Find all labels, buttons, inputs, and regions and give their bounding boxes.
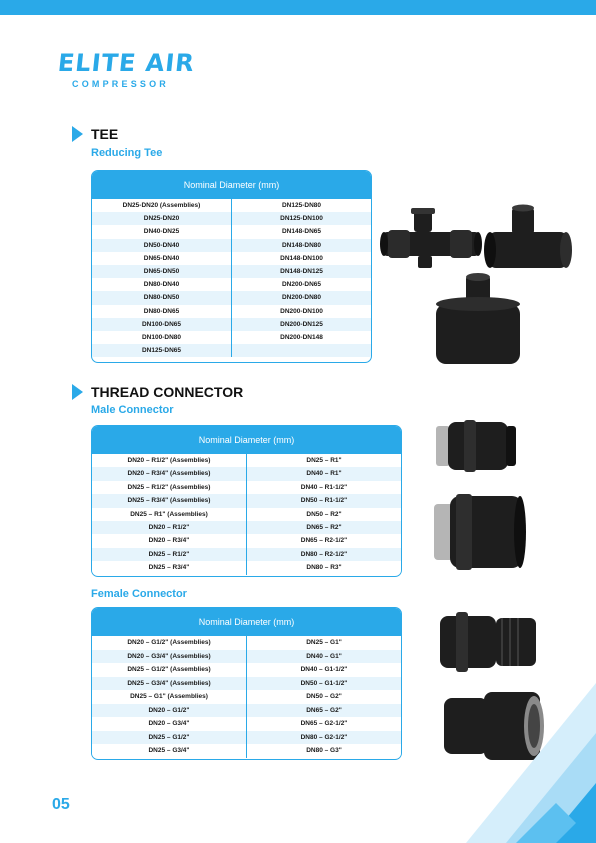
- table-cell: DN80 – G3": [247, 744, 401, 758]
- table-cell: DN200-DN65: [232, 278, 371, 291]
- table-cell: DN80 – R2-1/2": [247, 548, 401, 561]
- brand-tagline: COMPRESSOR: [72, 79, 170, 89]
- female-connector-subtitle: Female Connector: [91, 588, 187, 600]
- brand-logo: [58, 50, 208, 89]
- table-header: Nominal Diameter (mm): [92, 426, 401, 454]
- table-cell: DN25 – G1/2" (Assemblies): [92, 663, 246, 677]
- table-cell: DN20 – R1/2" (Assemblies): [92, 454, 246, 467]
- female-connector-small-image: [440, 612, 536, 672]
- table-cell: DN80 – R3": [247, 561, 401, 574]
- table-cell: DN20 – R3/4": [92, 534, 246, 547]
- reducing-tee-subtitle: Reducing Tee: [91, 147, 163, 159]
- table-cell: DN125-DN80: [232, 199, 371, 212]
- table-cell: DN40 – G1-1/2": [247, 663, 401, 677]
- table-cell: DN25 – G1": [247, 636, 401, 650]
- table-cell: DN20 – R3/4" (Assemblies): [92, 467, 246, 480]
- table-cell: DN200-DN148: [232, 331, 371, 344]
- table-cell: DN50 – R1-1/2": [247, 494, 401, 507]
- table-cell: DN20 – G1/2": [92, 704, 246, 718]
- table-cell: DN148-DN80: [232, 239, 371, 252]
- table-cell: DN100-DN65: [92, 318, 231, 331]
- table-cell: DN80 – G2-1/2": [247, 731, 401, 745]
- table-cell: DN125-DN65: [92, 344, 231, 357]
- table-cell: DN20 – G1/2" (Assemblies): [92, 636, 246, 650]
- table-cell: DN25 – G3/4" (Assemblies): [92, 677, 246, 691]
- table-cell: DN25 – R1/2": [92, 548, 246, 561]
- table-column-right: [246, 636, 401, 758]
- table-cell: DN25 – G1" (Assemblies): [92, 690, 246, 704]
- thread-connector-title: THREAD CONNECTOR: [91, 384, 244, 400]
- table-cell: DN65 – R2": [247, 521, 401, 534]
- table-cell: DN50 – G2": [247, 690, 401, 704]
- table-cell: DN40 – R1-1/2": [247, 481, 401, 494]
- table-cell: DN80-DN65: [92, 305, 231, 318]
- table-cell: DN25-DN20 (Assemblies): [92, 199, 231, 212]
- table-column-right: [231, 199, 371, 357]
- table-header: Nominal Diameter (mm): [92, 608, 401, 636]
- table-cell: DN148-DN100: [232, 252, 371, 265]
- triangle-marker-icon: [72, 384, 83, 400]
- table-cell: DN148-DN65: [232, 225, 371, 238]
- male-connector-small-image: [436, 420, 516, 472]
- table-cell: DN50 – G1-1/2": [247, 677, 401, 691]
- table-cell: DN200-DN80: [232, 291, 371, 304]
- male-connector-large-image: [434, 494, 526, 570]
- table-cell: DN20 – R1/2": [92, 521, 246, 534]
- reducing-tee-photos: [380, 200, 580, 370]
- tee-title: TEE: [91, 126, 119, 142]
- corner-decoration: [446, 683, 596, 843]
- triangle-marker-icon: [72, 126, 83, 142]
- table-header: Nominal Diameter (mm): [92, 171, 371, 199]
- table-cell: DN200-DN125: [232, 318, 371, 331]
- page-number: 05: [52, 796, 70, 813]
- table-cell: DN25-DN20: [92, 212, 231, 225]
- tee-assembly-image: [380, 208, 482, 268]
- table-cell: DN65 – G2": [247, 704, 401, 718]
- table-cell: DN25 – R1/2" (Assemblies): [92, 481, 246, 494]
- table-column-left: [92, 636, 246, 758]
- top-accent-bar: [0, 0, 596, 15]
- table-cell: DN200-DN100: [232, 305, 371, 318]
- female-connector-table: [91, 607, 402, 760]
- table-cell: DN40-DN25: [92, 225, 231, 238]
- table-cell: DN125-DN100: [232, 212, 371, 225]
- table-cell: DN65-DN50: [92, 265, 231, 278]
- table-cell: DN25 – G3/4": [92, 744, 246, 758]
- table-cell: DN25 – R1" (Assemblies): [92, 508, 246, 521]
- table-cell: DN25 – R3/4" (Assemblies): [92, 494, 246, 507]
- table-cell: DN40 – G1": [247, 650, 401, 664]
- table-cell: DN148-DN125: [232, 265, 371, 278]
- table-cell: DN40 – R1": [247, 467, 401, 480]
- table-cell: DN65 – R2-1/2": [247, 534, 401, 547]
- table-cell: DN80-DN50: [92, 291, 231, 304]
- tee-large-image: [436, 273, 520, 364]
- table-cell: DN20 – G3/4": [92, 717, 246, 731]
- male-connector-subtitle: Male Connector: [91, 404, 174, 416]
- table-cell: DN80-DN40: [92, 278, 231, 291]
- tee-heading: [72, 126, 118, 142]
- thread-connector-heading: [72, 384, 243, 400]
- table-cell: DN65-DN40: [92, 252, 231, 265]
- table-column-left: [92, 199, 231, 357]
- table-cell: DN25 – G1/2": [92, 731, 246, 745]
- male-connector-photos: [430, 418, 540, 578]
- table-column-right: [246, 454, 401, 575]
- table-cell: DN25 – R3/4": [92, 561, 246, 574]
- brand-name: ELITE AIR: [56, 49, 197, 77]
- table-cell: DN65 – G2-1/2": [247, 717, 401, 731]
- table-cell: DN50-DN40: [92, 239, 231, 252]
- male-connector-table: [91, 425, 402, 577]
- table-cell: [232, 344, 371, 357]
- table-cell: DN25 – R1": [247, 454, 401, 467]
- table-cell: DN100-DN80: [92, 331, 231, 344]
- tee-medium-image: [484, 205, 572, 269]
- table-column-left: [92, 454, 246, 575]
- table-cell: DN20 – G3/4" (Assemblies): [92, 650, 246, 664]
- table-cell: DN50 – R2": [247, 508, 401, 521]
- reducing-tee-table: [91, 170, 372, 363]
